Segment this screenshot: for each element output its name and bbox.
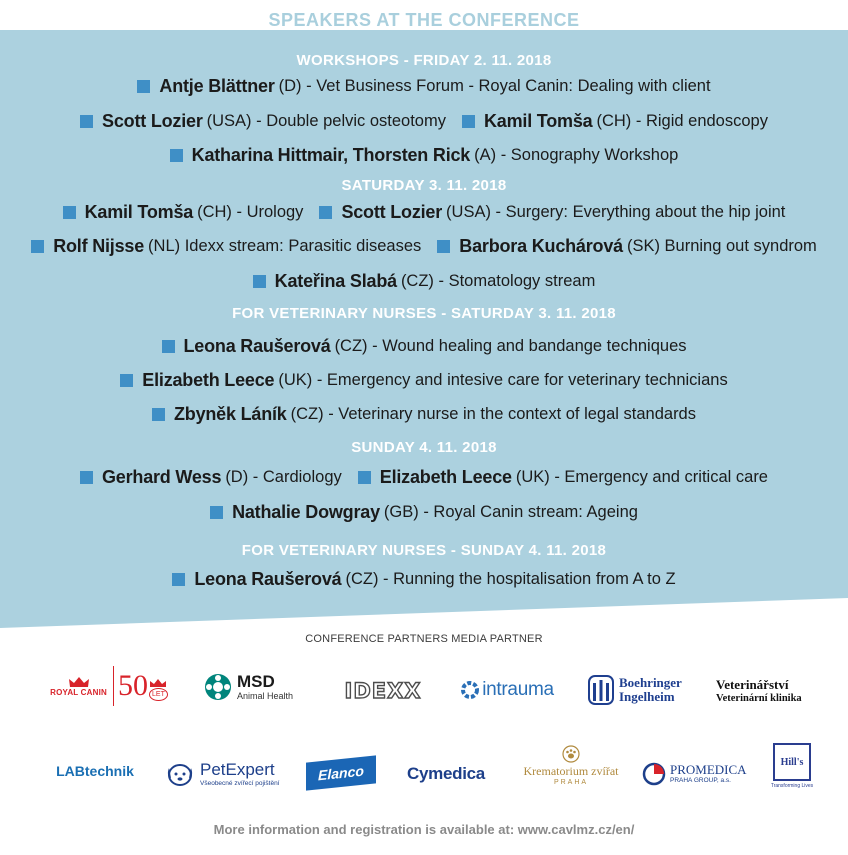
speaker-row [0,370,848,391]
veterinarstvi-logo [716,674,802,708]
speaker-row [0,202,848,223]
hills-sub-text: Transforming Lives [770,783,814,789]
section-title-saturday: SATURDAY 3. 11. 2018 [341,177,507,194]
hills-logo [770,742,814,790]
bullet-square-icon [80,471,93,484]
speaker-name: Kateřina Slabá [274,271,397,291]
speaker-name: Gerhard Wess [101,467,222,487]
intrauma-gear-icon [460,680,480,700]
speaker-topic: (CZ) - Running the hospitalisation from A to Z [345,570,676,588]
speaker-name: Katharina Hittmair, Thorsten Rick [191,145,471,165]
page-title: SPEAKERS AT THE CONFERENCE [268,10,580,30]
labtechnik-logo [40,760,150,782]
section-title-nurses-saturday: FOR VETERINARY NURSES - SATURDAY 3. 11. 2018 [232,305,616,322]
promedica-emblem-icon [642,762,666,786]
speaker-name: Elizabeth Leece [379,467,512,487]
boehringer-logo [588,672,690,708]
petexpert-sub-text: Všeobecné zvířecí pojištění [200,779,280,787]
speaker-entry [80,467,342,488]
speaker-row [0,111,848,132]
speaker-topic: (NL) Idexx stream: Parasitic diseases [148,237,422,255]
petexpert-logo [166,756,290,792]
crown-small-icon [149,679,167,688]
section-title-sunday: SUNDAY 4. 11. 2018 [351,439,497,456]
footer-info-text: More information and registration is available at: www.cavlmz.cz/en/ [213,822,635,837]
dog-face-icon [166,762,194,786]
bullet-square-icon [319,206,332,219]
speaker-entry [63,202,304,223]
speaker-row [0,76,848,97]
speaker-name: Rolf Nijsse [53,236,145,256]
bullet-square-icon [31,240,44,253]
speaker-topic: (CZ) - Wound healing and bandange techniques [334,337,687,355]
speaker-name: Antje Blättner [159,76,275,96]
bullet-square-icon [172,573,185,586]
speaker-name: Kamil Tomša [483,111,593,131]
speaker-name: Elizabeth Leece [142,370,275,390]
speaker-row [0,404,848,425]
royal-canin-logo [50,662,168,710]
speaker-name: Nathalie Dowgray [232,502,380,522]
krematorium-text: Krematorium zvířat [523,763,619,778]
hills-text: Hill's [780,756,804,768]
speaker-entry [80,111,446,132]
crown-icon [68,676,90,688]
speaker-name: Kamil Tomša [84,202,194,222]
speaker-row [0,271,848,292]
speaker-name: Zbyněk Láník [173,404,287,424]
speaker-topic: (USA) - Surgery: Everything about the hip joint [446,203,786,221]
labtechnik-text: LABtechnik [56,763,134,779]
speaker-topic: (CH) - Rigid endoscopy [596,112,768,130]
speaker-entry [319,202,785,223]
boehringer-building-icon [588,675,614,705]
promedica-logo [642,760,754,788]
bullet-square-icon [437,240,450,253]
speaker-topic: (CZ) - Veterinary nurse in the context of legal standards [290,405,696,423]
veterinarstvi-line1: Veterinářství [716,677,789,692]
paw-emblem-icon [560,744,582,764]
idexx-text: IDEXX [344,679,422,703]
speaker-entry [162,336,687,357]
speaker-entry [210,502,638,523]
speaker-entry [120,370,727,391]
bullet-square-icon [137,80,150,93]
promedica-text: PROMEDICA [670,762,747,777]
speaker-row [0,467,848,488]
speaker-topic: (SK) Burning out syndrom [626,237,817,255]
bullet-square-icon [80,115,93,128]
speaker-entry [31,236,421,257]
speaker-name: Leona Raušerová [194,569,342,589]
msd-emblem-icon [204,673,232,701]
msd-sub-text: Animal Health [237,690,294,701]
fifty-text: 50 [118,669,149,702]
royal-canin-text: ROYAL CANIN [50,687,108,697]
speaker-row [0,236,848,257]
speaker-name: Leona Raušerová [183,336,331,356]
bullet-square-icon [462,115,475,128]
msd-text: MSD [237,671,275,691]
elanco-text: Elanco [318,762,364,784]
speaker-topic: (UK) - Emergency and intesive care for veterinary technicians [278,371,728,389]
let-text: LET [149,688,168,701]
speaker-entry [462,111,768,132]
partners-label: CONFERENCE PARTNERS MEDIA PARTNER [305,633,543,645]
bullet-square-icon [358,471,371,484]
section-title-nurses-sunday: FOR VETERINARY NURSES - SUNDAY 4. 11. 2018 [241,542,607,559]
elanco-logo [304,756,378,790]
speaker-entry [253,271,596,292]
speaker-entry [172,569,675,590]
promedica-sub-text: PRAHA GROUP, a.s. [670,777,731,784]
speaker-row [0,145,848,166]
veterinarstvi-line2: Veterinární klinika [716,693,802,704]
bullet-square-icon [210,506,223,519]
bullet-square-icon [253,275,266,288]
speaker-entry [137,76,710,97]
speaker-name: Scott Lozier [102,111,203,131]
section-title-workshops-friday: WORKSHOPS - FRIDAY 2. 11. 2018 [296,52,552,69]
bullet-square-icon [162,340,175,353]
cymedica-text: Cymedica [407,764,485,783]
speaker-row [0,569,848,590]
msd-logo [204,668,304,706]
cymedica-logo [396,760,496,788]
intrauma-text: intrauma [482,679,554,700]
speaker-row [0,502,848,523]
petexpert-text: PetExpert [200,759,275,779]
krematorium-sub-text: PRAHA [553,778,589,786]
speaker-topic: (D) - Vet Business Forum - Royal Canin: Dealing with client [278,77,711,95]
speaker-entry [152,404,696,425]
speaker-topic: (D) - Cardiology [225,468,342,486]
krematorium-logo [514,740,628,790]
speaker-topic: (CZ) - Stomatology stream [400,272,596,290]
speaker-name: Scott Lozier [341,202,443,222]
bullet-square-icon [152,408,165,421]
bullet-square-icon [120,374,133,387]
bullet-square-icon [63,206,76,219]
bullet-square-icon [170,149,183,162]
intrauma-logo [452,676,562,704]
boehringer-line1: Boehringer [619,675,682,690]
speaker-topic: (GB) - Royal Canin stream: Ageing [383,503,638,521]
speaker-topic: (A) - Sonography Workshop [474,146,679,164]
speaker-topic: (USA) - Double pelvic osteotomy [206,112,446,130]
boehringer-line2: Ingelheim [619,689,675,704]
speaker-entry [437,236,817,257]
idexx-logo [338,680,428,702]
speaker-name: Barbora Kuchárová [459,236,623,256]
speaker-row [0,336,848,357]
speaker-topic: (UK) - Emergency and critical care [515,468,768,486]
speaker-entry [170,145,679,166]
speaker-topic: (CH) - Urology [197,203,304,221]
speaker-entry [358,467,768,488]
